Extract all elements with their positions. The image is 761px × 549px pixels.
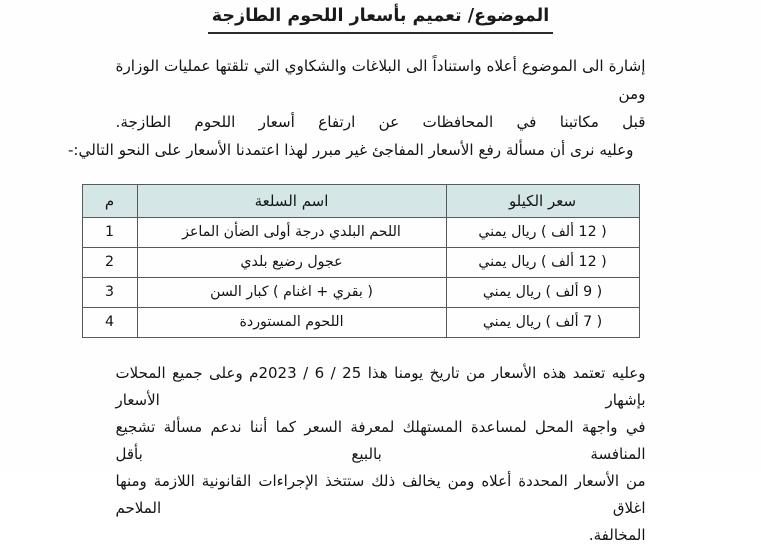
cell-price: ( 7 ألف ) ريال يمني (446, 307, 639, 337)
closing-paragraph (116, 360, 646, 549)
cell-price: ( 12 ألف ) ريال يمني (446, 217, 639, 247)
column-header-price: سعر الكيلو (446, 184, 639, 217)
title-container (0, 0, 761, 34)
closing-line-3: من الأسعار المحددة أعلاه ومن يخالف ذلك ستتخذ الإجراءات القانونية اللازمة ومنها اغلاق الملاحم (115, 471, 646, 517)
column-header-index: م (82, 184, 137, 217)
cell-item-name: اللحوم المستوردة (137, 307, 446, 337)
intro-line-2: قبل مكاتبنا في المحافظات عن ارتفاع أسعار اللحوم الطازجة. (115, 112, 646, 131)
closing-line-1: وعليه تعتمد هذه الأسعار من تاريخ يومنا هذا 25 / 6 / 2023م وعلى جميع المحلات بإشهار الأسعار (115, 363, 646, 409)
table-row (82, 217, 639, 247)
price-table (82, 184, 640, 338)
page-title: الموضوع/ تعميم بأسعار اللحوم الطازجة (208, 5, 553, 34)
table-row (82, 277, 639, 307)
intro-line-1: إشارة الى الموضوع أعلاه واستناداً الى البلاغات والشكاوي التي تلقتها عمليات الوزارة ومن (115, 56, 646, 103)
cell-index: 4 (82, 307, 137, 337)
table-row (82, 247, 639, 277)
cell-index: 2 (82, 247, 137, 277)
cell-item-name: عجول رضيع بلدي (137, 247, 446, 277)
table-head (82, 184, 639, 217)
table-body (82, 217, 639, 337)
closing-line-2: في واجهة المحل لمساعدة المستهلك لمعرفة السعر كما أننا ندعم مسألة تشجيع المنافسة بالبيع بأقل (115, 417, 646, 463)
closing-line-4: المخالفة. (588, 525, 646, 544)
intro-paragraph (67, 52, 646, 164)
table-row (82, 307, 639, 337)
cell-index: 3 (82, 277, 137, 307)
cell-item-name: اللحم البلدي درجة أولى الضأن الماعز (137, 217, 446, 247)
cell-item-name: ( بقري + اغنام ) كبار السن (137, 277, 446, 307)
cell-price: ( 9 ألف ) ريال يمني (446, 277, 639, 307)
intro-line-3: وعليه نرى أن مسألة رفع الأسعار المفاجئ غير مبرر لهذا اعتمدنا الأسعار على النحو التالي:- (67, 140, 634, 159)
table-header-row (82, 184, 639, 217)
price-table-container (104, 184, 640, 338)
cell-index: 1 (82, 217, 137, 247)
column-header-item-name: اسم السلعة (137, 184, 446, 217)
cell-price: ( 12 ألف ) ريال يمني (446, 247, 639, 277)
